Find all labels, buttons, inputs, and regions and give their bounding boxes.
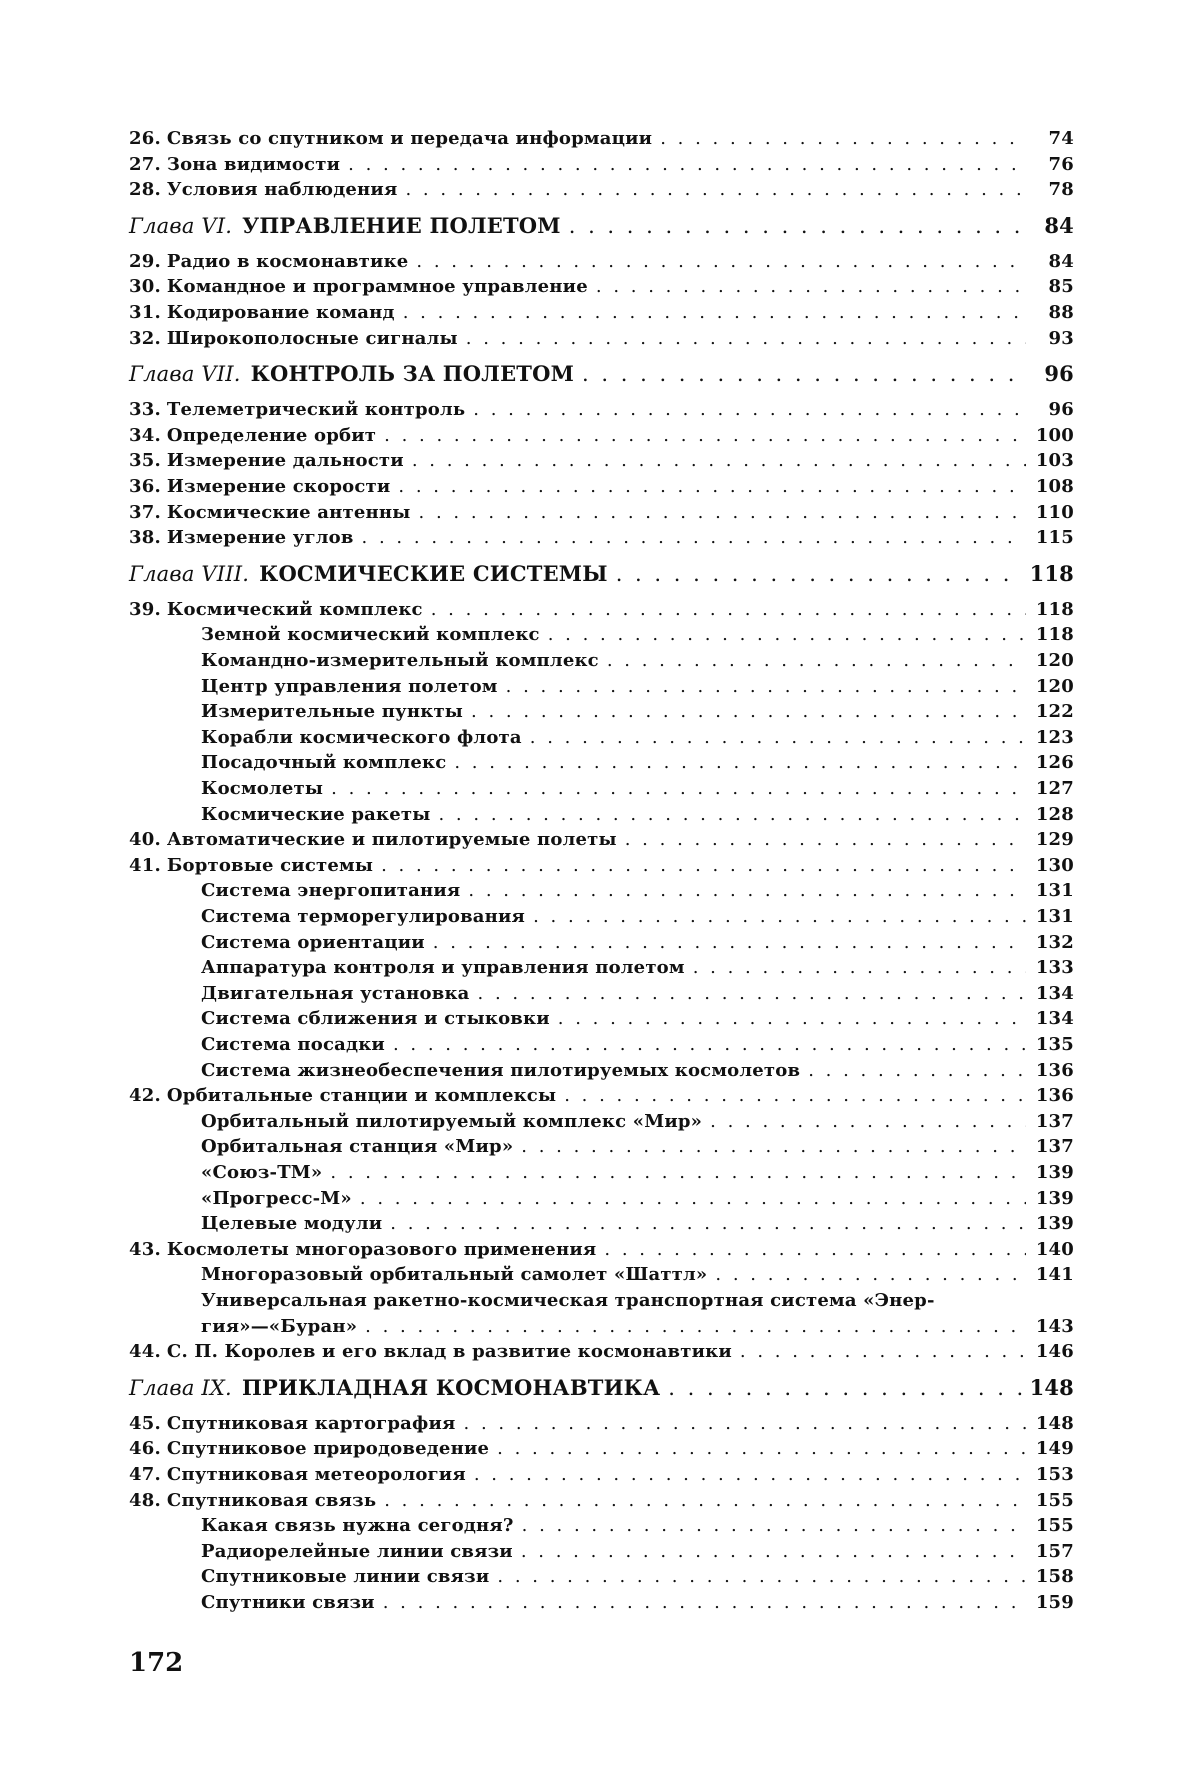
entry-number: 27. [129,153,161,175]
dot-leader [740,1341,1026,1362]
toc-entry [129,476,1074,502]
entry-title: Командное и программное управление [166,276,588,298]
entry-title: Универсальная ракетно-космическая транспортная система «Энер- [201,1290,935,1311]
entry-page: 146 [1035,1341,1074,1363]
entry-page: 84 [1044,212,1074,238]
entry-title: Центр управления полетом [201,675,498,697]
entry-page: 148 [1035,1412,1074,1434]
entry-title: Система жизнеобеспечения пилотируемых космолетов [201,1059,801,1081]
dot-leader [558,1008,1026,1029]
entry-number: 34. [129,424,161,446]
dot-leader [433,932,1026,953]
dot-leader [360,1188,1026,1209]
entry-page: 129 [1035,829,1074,851]
entry-page: 130 [1035,854,1074,876]
entry-page: 122 [1035,701,1074,723]
dot-leader [398,476,1026,497]
toc-entry [129,829,1074,855]
entry-title: Аппаратура контроля и управления полетом [201,957,685,979]
entry-title: Спутниковая связь [166,1489,377,1511]
toc-chapter [129,1375,1074,1409]
toc-subentry [129,1290,1074,1316]
toc-subentry [129,1008,1074,1034]
entry-title: Космолеты [201,778,324,799]
entry-title: Система терморегулирования [201,906,526,927]
entry-title: Условия наблюдения [166,179,398,201]
toc-subentry [129,1515,1074,1541]
entry-title: КОСМИЧЕСКИЕ СИСТЕМЫ [259,560,608,586]
toc-subentry [129,1592,1074,1618]
dot-leader [384,425,1026,446]
entry-page: 74 [1048,128,1074,149]
entry-number: 31. [129,302,161,323]
entry-title: ПРИКЛАДНАЯ КОСМОНАВТИКА [241,1374,661,1400]
entry-title: Орбитальные станции и комплексы [166,1085,557,1107]
toc-entry [129,251,1074,277]
entry-title: Космические антенны [166,501,411,523]
entry-title: Радио в космонавтике [166,250,409,272]
dot-leader [616,562,1022,586]
entry-page: 85 [1048,276,1074,298]
entry-title: Спутниковая метеорология [166,1464,466,1485]
entry-number: 46. [129,1438,161,1460]
entry-title: Командно-измерительный комплекс [201,650,599,671]
entry-page: 103 [1035,450,1074,472]
dot-leader [471,701,1026,722]
entry-page: 141 [1035,1264,1074,1286]
entry-title: Двигательная установка [201,982,470,1004]
toc-subentry [129,1566,1074,1592]
dot-leader [596,276,1026,297]
entry-title: Телеметрический контроль [166,399,466,421]
toc-subentry [129,778,1074,804]
entry-page: 134 [1035,1008,1074,1030]
entry-number: 44. [129,1341,161,1363]
entry-title: «Союз-ТМ» [201,1162,323,1183]
dot-leader [390,1213,1026,1234]
entry-title: Многоразовый орбитальный самолет «Шаттл» [201,1264,708,1286]
entry-title: Система сближения и стыковки [201,1008,550,1030]
entry-page: 159 [1035,1592,1074,1613]
entry-title: Земной космический комплекс [201,624,540,646]
toc-entry [129,276,1074,302]
entry-title: Космический комплекс [166,598,423,620]
entry-page: 96 [1048,399,1074,421]
entry-page: 118 [1035,598,1074,620]
toc-subentry [129,1111,1074,1137]
entry-page: 143 [1035,1315,1074,1337]
dot-leader [474,1464,1026,1485]
chapter-label: Глава IX. [129,1375,232,1400]
dot-leader [569,214,1026,238]
entry-title: Кодирование команд [166,302,395,323]
toc-entry [129,502,1074,528]
entry-number: 41. [129,854,161,876]
entry-number: 42. [129,1085,161,1107]
entry-page: 128 [1035,803,1074,825]
entry-page: 137 [1035,1136,1074,1158]
entry-page: 123 [1035,726,1074,748]
dot-leader [533,906,1026,927]
entry-title: Связь со спутником и передача информации [166,128,653,149]
entry-title: УПРАВЛЕНИЕ ПОЛЕТОМ [242,212,561,238]
entry-number: 45. [129,1412,161,1434]
toc-subentry [129,1213,1074,1239]
dot-leader [478,983,1026,1004]
entry-page: 157 [1035,1540,1074,1562]
dot-leader [431,599,1026,620]
entry-title: Спутниковые линии связи [201,1566,490,1588]
entry-number: 40. [129,829,161,851]
toc-subentry [129,957,1074,983]
dot-leader [548,624,1026,645]
entry-title: Посадочный комплекс [201,752,447,774]
entry-number: 32. [129,327,161,349]
toc-subentry [129,804,1074,830]
toc-subentry [129,727,1074,753]
toc-entry [129,179,1074,205]
entry-title: Измерительные пункты [201,701,464,723]
dot-leader [607,650,1026,671]
toc-subentry [129,676,1074,702]
toc-subentry [129,880,1074,906]
dot-leader [362,527,1026,548]
toc-entry [129,302,1074,328]
chapter-label: Глава VIII. [129,561,250,586]
entry-title: С. П. Королев и его вклад в развитие космонавтики [166,1341,732,1363]
entry-title: Спутники связи [201,1592,375,1613]
entry-page: 132 [1035,931,1074,953]
dot-leader [693,957,1026,978]
dot-leader [405,179,1026,200]
dot-leader [466,328,1026,349]
entry-title: Орбитальная станция «Мир» [201,1136,514,1158]
entry-page: 93 [1048,327,1074,349]
entry-page: 96 [1044,361,1074,387]
dot-leader [604,1239,1026,1260]
toc-subentry [129,1162,1074,1188]
dot-leader [808,1060,1026,1081]
entry-page: 139 [1035,1162,1074,1183]
dot-leader [403,302,1026,323]
entry-page: 127 [1035,778,1074,799]
entry-title: КОНТРОЛЬ ЗА ПОЛЕТОМ [250,361,575,387]
dot-leader [454,752,1026,773]
dot-leader [419,502,1026,523]
entry-number: 47. [129,1464,161,1485]
toc-chapter [129,561,1074,595]
dot-leader [464,1413,1026,1434]
entry-title: Целевые модули [201,1213,383,1235]
toc-entry [129,1413,1074,1439]
entry-title: гия»—«Буран» [201,1315,358,1337]
dot-leader [365,1316,1026,1337]
toc-subentry [129,701,1074,727]
entry-title: Космолеты многоразового применения [166,1238,597,1260]
toc-entry [129,1464,1074,1490]
entry-page: 118 [1029,560,1074,586]
entry-page: 78 [1048,179,1074,201]
dot-leader [522,1515,1026,1536]
toc-entry [129,855,1074,881]
entry-title: Измерение углов [166,527,354,549]
dot-leader [438,804,1026,825]
entry-number: 28. [129,179,161,201]
entry-title: Автоматические и пилотируемые полеты [166,829,617,851]
dot-leader [660,128,1026,149]
entry-title: Радиорелейные линии связи [201,1540,513,1562]
dot-leader [497,1566,1026,1587]
dot-leader [393,1034,1026,1055]
entry-title: Космические ракеты [201,803,431,825]
toc-entry [129,1341,1074,1367]
entry-page: 76 [1048,153,1074,175]
entry-title: Измерение дальности [166,450,404,472]
toc-chapter [129,213,1074,247]
toc-subentry [129,1136,1074,1162]
entry-page: 131 [1035,880,1074,902]
entry-number: 39. [129,598,161,620]
entry-title: Бортовые системы [166,854,374,876]
entry-title: Зона видимости [166,153,341,175]
entry-title: Широкополосные сигналы [166,327,458,349]
dot-leader [668,1376,1021,1400]
dot-leader [530,727,1026,748]
entry-page: 118 [1035,624,1074,646]
dot-leader [564,1085,1026,1106]
entry-number: 26. [129,128,161,149]
dot-leader [468,880,1026,901]
page-number: 172 [129,1648,184,1678]
dot-leader [348,154,1026,175]
entry-title: Измерение скорости [166,476,391,497]
chapter-label: Глава VI. [129,213,233,238]
entry-page: 136 [1035,1059,1074,1081]
dot-leader [497,1438,1026,1459]
dot-leader [710,1111,1026,1132]
entry-page: 158 [1035,1566,1074,1588]
dot-leader [715,1264,1026,1285]
dot-leader [331,778,1026,799]
dot-leader [521,1541,1026,1562]
toc-entry [129,450,1074,476]
entry-number: 38. [129,527,161,549]
toc-subentry [129,624,1074,650]
entry-page: 149 [1035,1438,1074,1460]
entry-title: Система посадки [201,1034,385,1055]
entry-page: 140 [1035,1238,1074,1260]
dot-leader [416,251,1026,272]
entry-title: Орбитальный пилотируемый комплекс «Мир» [201,1110,703,1132]
toc-entry [129,1438,1074,1464]
dot-leader [473,399,1026,420]
toc-entry [129,1085,1074,1111]
entry-page: 126 [1035,752,1074,774]
entry-title: Спутниковое природоведение [166,1438,490,1460]
toc-entry [129,425,1074,451]
toc-subentry [129,1060,1074,1086]
entry-page: 139 [1035,1213,1074,1235]
toc-entry [129,154,1074,180]
dot-leader [383,1592,1026,1613]
entry-page: 88 [1048,302,1074,323]
entry-page: 153 [1035,1464,1074,1485]
entry-title: Спутниковая картография [166,1412,456,1434]
entry-title: Корабли космического флота [201,726,522,748]
dot-leader [381,855,1026,876]
toc-entry [129,399,1074,425]
toc-subentry [129,906,1074,932]
entry-page: 148 [1029,1374,1074,1400]
toc-entry [129,599,1074,625]
entry-page: 136 [1035,1085,1074,1107]
toc-subentry [129,932,1074,958]
toc-subentry [129,752,1074,778]
entry-page: 133 [1035,957,1074,979]
toc-entry [129,128,1074,154]
dot-leader [521,1136,1026,1157]
entry-page: 131 [1035,906,1074,927]
entry-page: 115 [1035,527,1074,549]
dot-leader [582,362,1026,386]
entry-page: 155 [1035,1515,1074,1537]
entry-page: 134 [1035,982,1074,1004]
entry-title: Какая связь нужна сегодня? [201,1515,514,1537]
entry-page: 84 [1048,250,1074,272]
entry-number: 43. [129,1238,161,1260]
dot-leader [412,450,1026,471]
toc-subentry [129,1034,1074,1060]
entry-page: 120 [1035,675,1074,697]
entry-page: 139 [1035,1187,1074,1209]
dot-leader [330,1162,1026,1183]
toc-entry [129,527,1074,553]
toc-chapter [129,361,1074,395]
entry-title: «Прогресс-М» [201,1187,352,1209]
dot-leader [384,1490,1026,1511]
entry-page: 135 [1035,1034,1074,1055]
chapter-label: Глава VII. [129,362,241,387]
entry-number: 30. [129,276,161,298]
dot-leader [625,829,1026,850]
toc-subentry [129,1264,1074,1290]
entry-number: 29. [129,250,161,272]
entry-page: 100 [1035,424,1074,446]
entry-page: 108 [1035,476,1074,497]
entry-page: 137 [1035,1110,1074,1132]
toc-subentry [129,1188,1074,1214]
toc-subentry [129,650,1074,676]
entry-title: Система ориентации [201,931,425,953]
entry-number: 37. [129,501,161,523]
entry-number: 36. [129,476,161,497]
toc-subentry [129,983,1074,1009]
entry-title: Определение орбит [166,424,377,446]
entry-number: 33. [129,399,161,421]
toc-entry [129,1239,1074,1265]
entry-title: Система энергопитания [201,880,461,902]
entry-number: 35. [129,450,161,472]
toc-subentry [129,1316,1074,1342]
entry-page: 155 [1035,1489,1074,1511]
toc-entry [129,328,1074,354]
dot-leader [506,676,1026,697]
toc-subentry [129,1541,1074,1567]
toc-entry [129,1490,1074,1516]
entry-number: 48. [129,1489,161,1511]
entry-page: 110 [1035,501,1074,523]
entry-page: 120 [1035,650,1074,671]
